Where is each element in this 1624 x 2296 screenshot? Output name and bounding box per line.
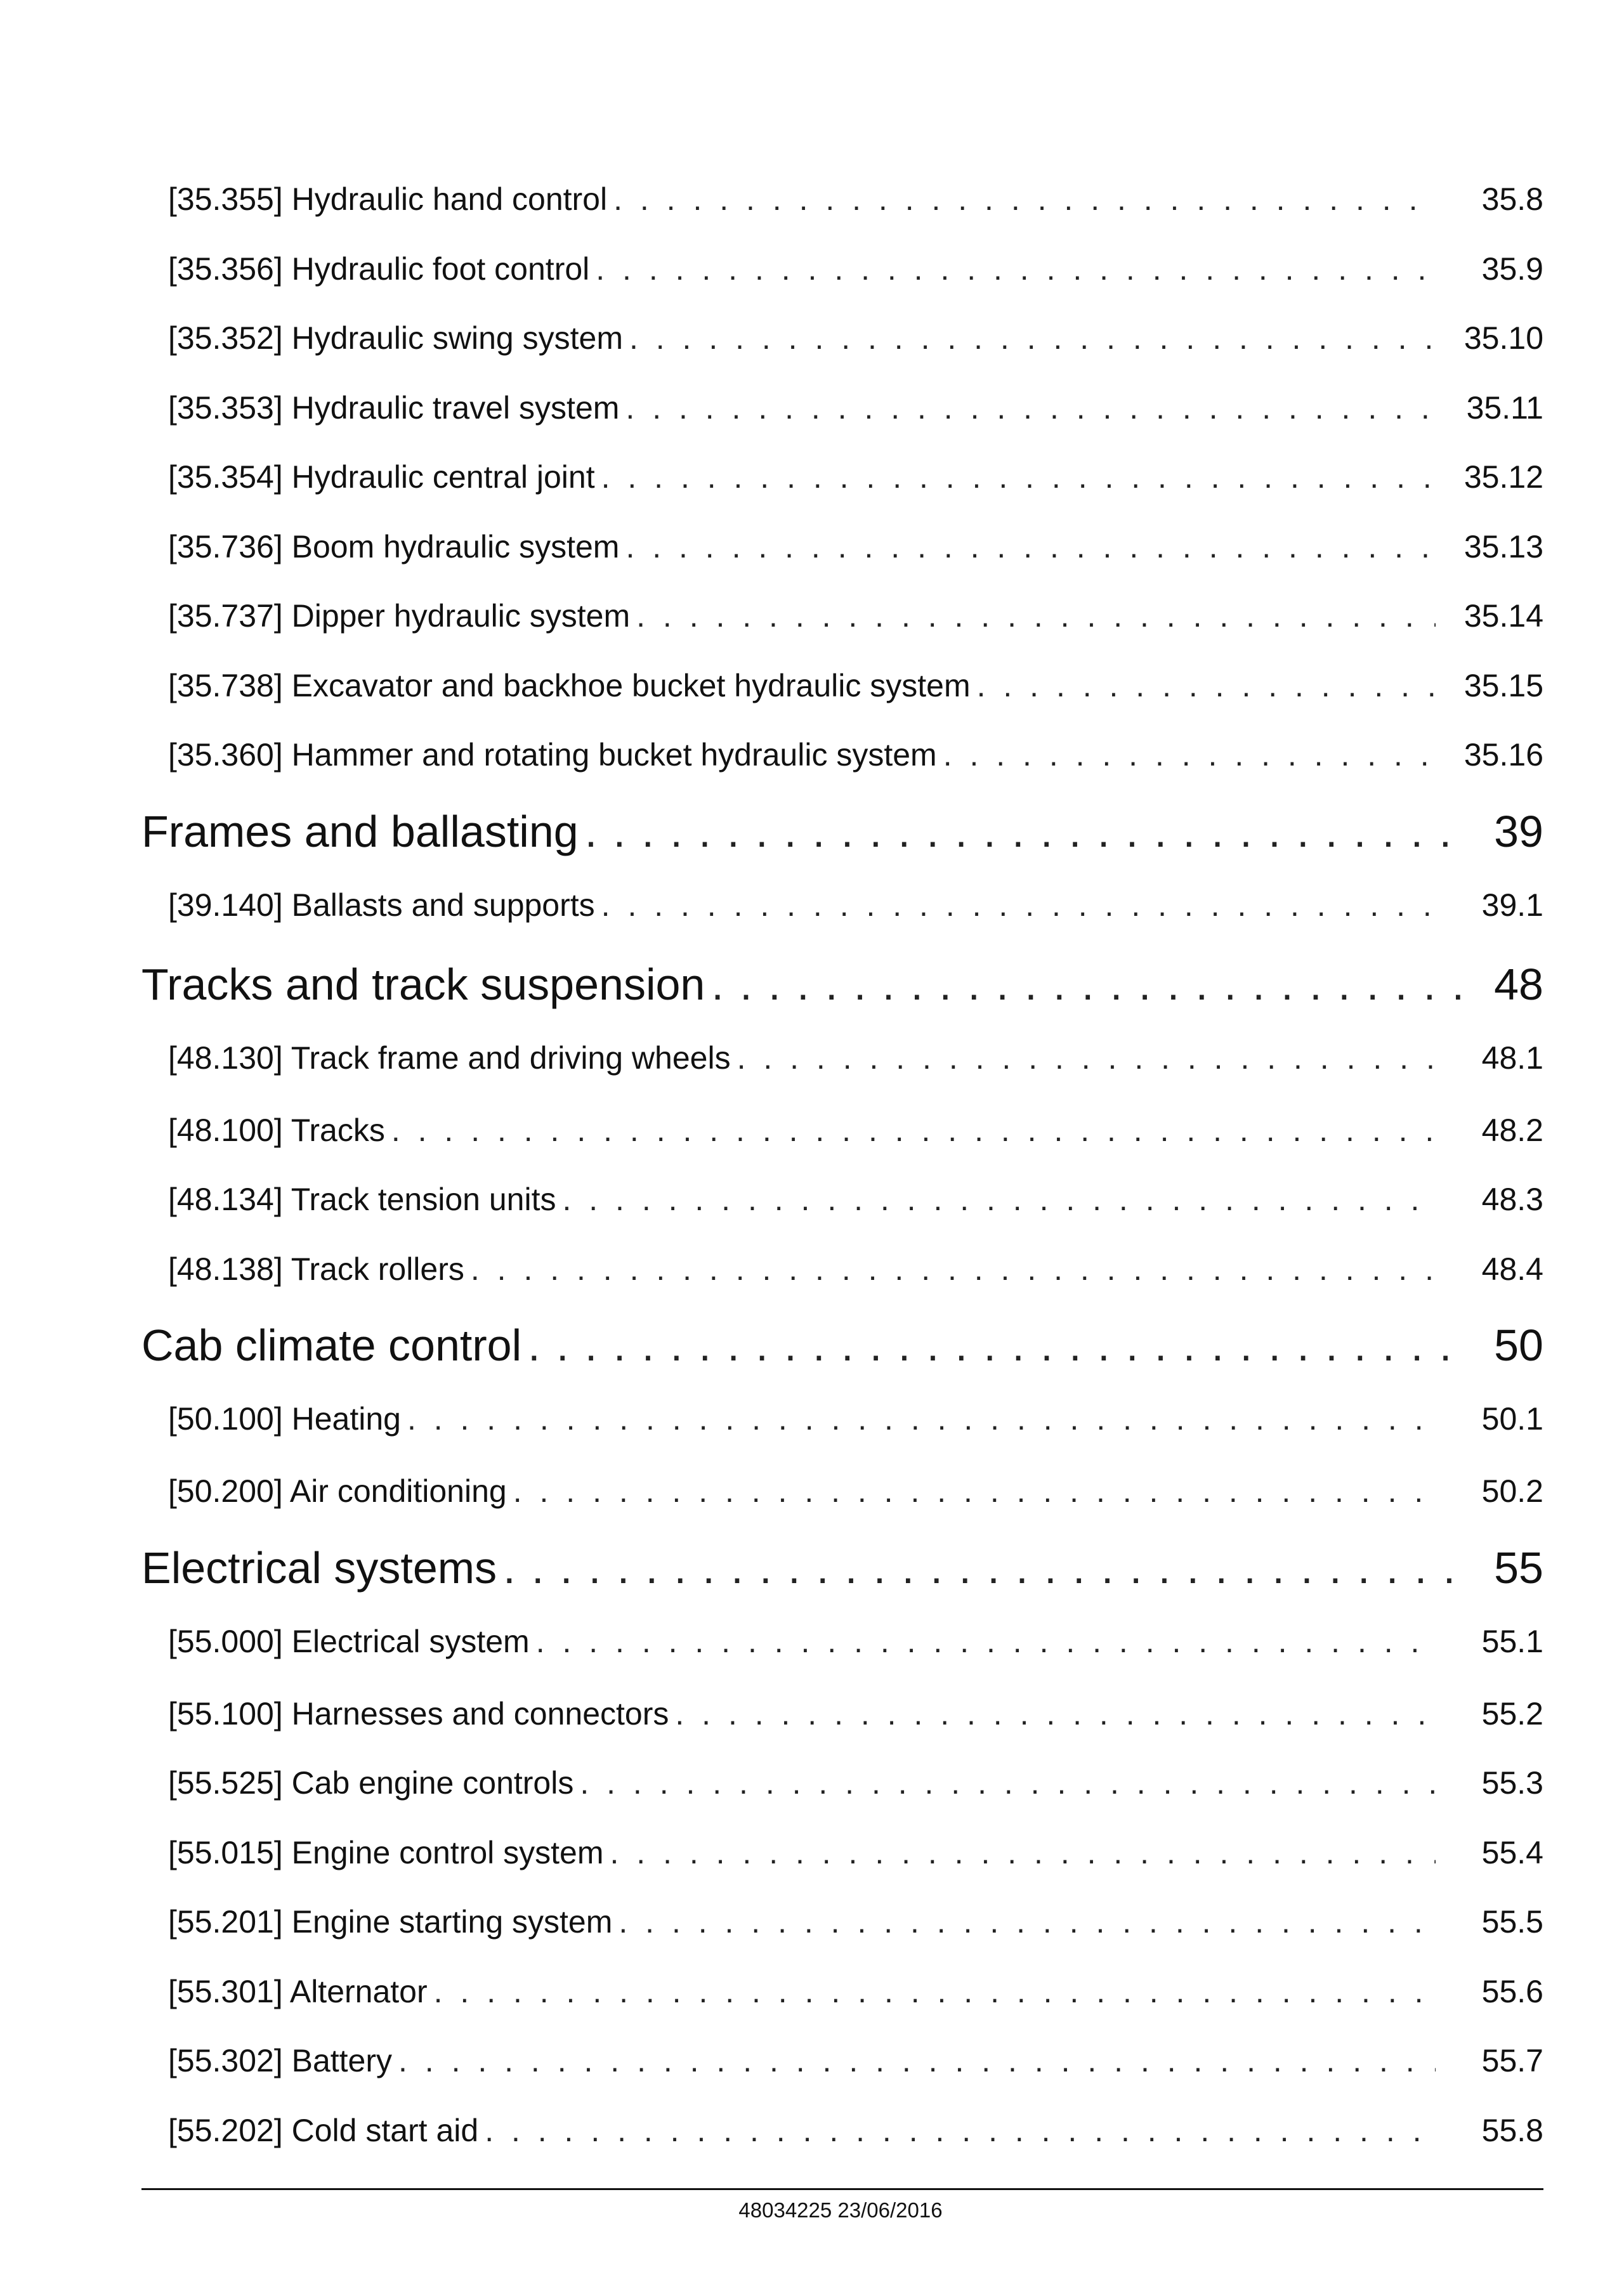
toc-entry-48-100[interactable] [168,1096,1543,1166]
toc-entry-48-130[interactable] [168,1026,1543,1096]
toc-section-title: Cab climate control [141,1321,522,1370]
toc-section-page: 39 [1494,806,1543,856]
table-of-contents [141,165,1543,2165]
toc-entry-page: 35.12 [1464,459,1543,495]
toc-entry-label: [55.202] Cold start aid [168,2112,479,2148]
dot-leader [601,443,1436,512]
toc-entry-label: [35.355] Hydraulic hand control [168,181,608,217]
toc-entry-label: [55.015] Engine control system [168,1834,604,1870]
toc-entry-page: 35.9 [1481,251,1543,287]
dot-leader [562,1165,1436,1235]
toc-entry-page: 48.2 [1481,1112,1543,1148]
toc-entry-label: [48.100] Tracks [168,1112,385,1148]
dot-leader [977,651,1436,721]
toc-entry-label: [35.353] Hydraulic travel system [168,389,620,426]
dot-leader [434,1957,1436,2027]
toc-entry-page: 50.2 [1481,1473,1543,1509]
toc-entry-page: 55.5 [1481,1904,1543,1940]
dot-leader [503,1527,1461,1610]
toc-entry-35-360[interactable] [168,721,1543,790]
toc-entry-35-352[interactable] [168,304,1543,374]
toc-entry-35-355[interactable] [168,165,1543,235]
toc-entry-55-015[interactable] [168,1818,1543,1888]
toc-entry-label: [35.738] Excavator and backhoe bucket hydraulic system [168,667,971,703]
toc-entry-label: [35.360] Hammer and rotating bucket hydraulic system [168,737,937,773]
dot-leader [585,790,1461,873]
toc-entry-35-736[interactable] [168,512,1543,582]
dot-leader [625,374,1436,443]
toc-entry-page: 55.2 [1481,1695,1543,1732]
dot-leader [398,2026,1436,2096]
toc-entry-label: [39.140] Ballasts and supports [168,887,595,923]
toc-entry-label: [55.525] Cab engine controls [168,1765,574,1801]
toc-entry-page: 55.1 [1481,1623,1543,1659]
toc-entry-page: 55.4 [1481,1834,1543,1870]
toc-entry-page: 35.15 [1464,667,1543,703]
toc-entry-page: 48.3 [1481,1182,1543,1217]
toc-entry-39-140[interactable] [168,873,1543,943]
toc-entry-page: 55.7 [1481,2043,1543,2078]
dot-leader [629,304,1436,374]
toc-entry-page: 35.11 [1466,389,1543,426]
toc-entry-page: 55.3 [1481,1765,1543,1801]
toc-section-electrical-systems[interactable] [141,1527,1543,1610]
dot-leader [737,1026,1436,1090]
toc-entry-55-202[interactable] [168,2096,1543,2166]
toc-entry-label: [55.000] Electrical system [168,1623,530,1659]
toc-section-page: 50 [1494,1321,1543,1370]
toc-entry-page: 50.1 [1481,1401,1543,1437]
dot-leader [471,1235,1436,1305]
dot-leader [675,1680,1436,1749]
dot-leader [407,1387,1436,1451]
toc-section-page: 55 [1494,1543,1543,1593]
toc-entry-35-354[interactable] [168,443,1543,512]
toc-entry-page: 48.4 [1481,1251,1543,1287]
footer-divider [141,2188,1543,2190]
toc-entry-48-134[interactable] [168,1165,1543,1235]
toc-entry-35-738[interactable] [168,651,1543,721]
toc-section-cab-climate-control[interactable] [141,1304,1543,1387]
dot-leader [711,943,1461,1026]
toc-entry-label: [55.302] Battery [168,2043,393,2078]
toc-entry-page: 35.8 [1481,181,1543,217]
toc-entry-label: [35.356] Hydraulic foot control [168,251,590,287]
toc-entry-label: [35.737] Dipper hydraulic system [168,598,631,634]
toc-entry-55-201[interactable] [168,1888,1543,1957]
toc-entry-label: [50.100] Heating [168,1401,401,1437]
dot-leader [636,582,1436,651]
toc-entry-label: [35.352] Hydraulic swing system [168,320,623,356]
toc-entry-50-100[interactable] [168,1387,1543,1457]
dot-leader [625,512,1436,582]
toc-entry-50-200[interactable] [168,1457,1543,1527]
toc-section-tracks-and-track-suspension[interactable] [141,943,1543,1026]
toc-entry-page: 55.8 [1481,2112,1543,2148]
toc-entry-55-000[interactable] [168,1610,1543,1680]
toc-entry-label: [48.130] Track frame and driving wheels [168,1040,731,1076]
toc-entry-55-525[interactable] [168,1749,1543,1818]
toc-section-title: Electrical systems [141,1543,497,1593]
toc-entry-55-301[interactable] [168,1957,1543,2027]
toc-entry-label: [55.100] Harnesses and connectors [168,1695,669,1732]
toc-entry-label: [55.201] Engine starting system [168,1904,613,1940]
toc-section-page: 48 [1494,959,1543,1009]
dot-leader [391,1096,1436,1166]
toc-entry-page: 35.13 [1464,528,1543,564]
toc-entry-page: 48.1 [1481,1040,1543,1076]
dot-leader [613,165,1436,235]
toc-entry-page: 55.6 [1481,1973,1543,2009]
dot-leader [536,1610,1436,1673]
dot-leader [513,1457,1436,1527]
toc-entry-page: 35.14 [1464,598,1543,634]
toc-section-title: Frames and ballasting [141,806,579,856]
dot-leader [619,1888,1436,1957]
footer-document-id-date: 48034225 23/06/2016 [738,2198,943,2222]
dot-leader [580,1749,1436,1818]
dot-leader [528,1304,1461,1387]
dot-leader [596,235,1436,304]
dot-leader [485,2096,1436,2166]
toc-entry-35-737[interactable] [168,582,1543,651]
toc-entry-page: 39.1 [1481,887,1543,923]
dot-leader [610,1818,1436,1888]
toc-entry-label: [55.301] Alternator [168,1973,428,2009]
toc-entry-48-138[interactable] [168,1235,1543,1305]
toc-entry-label: [50.200] Air conditioning [168,1473,507,1509]
toc-section-title: Tracks and track suspension [141,959,705,1009]
toc-entry-page: 35.16 [1464,737,1543,773]
toc-entry-label: [48.138] Track rollers [168,1251,464,1287]
toc-entry-55-302[interactable] [168,2026,1543,2096]
toc-entry-35-353[interactable] [168,374,1543,443]
toc-entry-35-356[interactable] [168,235,1543,304]
dot-leader [943,721,1436,790]
toc-entry-55-100[interactable] [168,1680,1543,1749]
toc-entry-label: [35.736] Boom hydraulic system [168,528,620,564]
dot-leader [601,873,1436,937]
toc-entry-page: 35.10 [1464,320,1543,356]
toc-entry-label: [35.354] Hydraulic central joint [168,459,595,495]
toc-section-frames-and-ballasting[interactable] [141,790,1543,873]
toc-entry-label: [48.134] Track tension units [168,1182,556,1217]
